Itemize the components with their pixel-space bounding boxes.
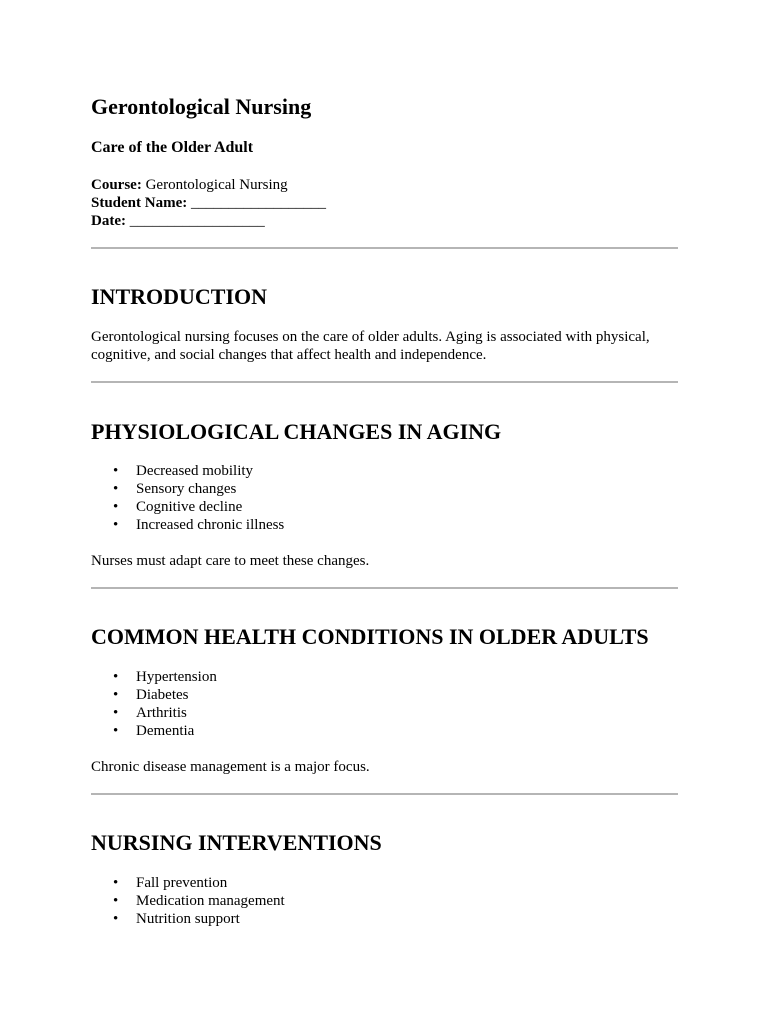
section-heading-nursing-interventions: NURSING INTERVENTIONS (91, 830, 382, 855)
student-name-blank: __________________ (191, 195, 326, 211)
list-item: • Hypertension (113, 669, 217, 685)
divider (91, 793, 678, 795)
physiological-changes-note: Nurses must adapt care to meet these changes. (91, 553, 370, 569)
divider (91, 247, 678, 249)
list-item: • Cognitive decline (113, 499, 243, 515)
divider (91, 381, 678, 383)
list-item: • Diabetes (113, 687, 189, 703)
list-item: • Decreased mobility (113, 463, 254, 479)
course-value: Gerontological Nursing (145, 177, 288, 193)
course-line (91, 176, 288, 194)
bullet-icon: • (113, 723, 119, 739)
common-conditions-note: Chronic disease management is a major focus. (91, 759, 370, 775)
nursing-interventions-list (91, 874, 285, 928)
bullet-icon: • (113, 911, 119, 927)
bullet-icon: • (113, 499, 119, 515)
section-heading-common-conditions: COMMON HEALTH CONDITIONS IN OLDER ADULTS (91, 624, 649, 649)
bullet-icon: • (113, 669, 119, 685)
bullet-icon: • (113, 875, 119, 891)
date-blank: __________________ (129, 213, 265, 229)
list-item: • Medication management (113, 893, 285, 909)
divider (91, 587, 678, 589)
list-item: • Increased chronic illness (113, 517, 285, 533)
student-name-label: Student Name: (91, 195, 188, 211)
document-subtitle: Care of the Older Adult (91, 139, 254, 156)
bullet-icon: • (113, 463, 119, 479)
introduction-paragraph: Gerontological nursing focuses on the care of older adults. Aging is associated with physical, cognitive, and social changes that affect health and independence. (91, 329, 650, 363)
list-item: • Dementia (113, 723, 195, 739)
common-conditions-list (91, 668, 217, 740)
course-label: Course: (91, 177, 142, 193)
bullet-icon: • (113, 687, 119, 703)
list-item: • Nutrition support (113, 911, 240, 927)
list-item: • Sensory changes (113, 481, 237, 497)
bullet-icon: • (113, 481, 119, 497)
student-name-line (91, 194, 326, 212)
list-item: • Fall prevention (113, 875, 228, 891)
bullet-icon: • (113, 517, 119, 533)
document-title: Gerontological Nursing (91, 94, 312, 119)
list-item: • Arthritis (113, 705, 187, 721)
date-line (91, 212, 265, 230)
section-heading-physiological-changes: PHYSIOLOGICAL CHANGES IN AGING (91, 419, 502, 444)
date-label: Date: (91, 213, 126, 229)
bullet-icon: • (113, 893, 119, 909)
bullet-icon: • (113, 705, 119, 721)
section-heading-introduction: INTRODUCTION (91, 284, 268, 309)
physiological-changes-list (91, 462, 284, 534)
